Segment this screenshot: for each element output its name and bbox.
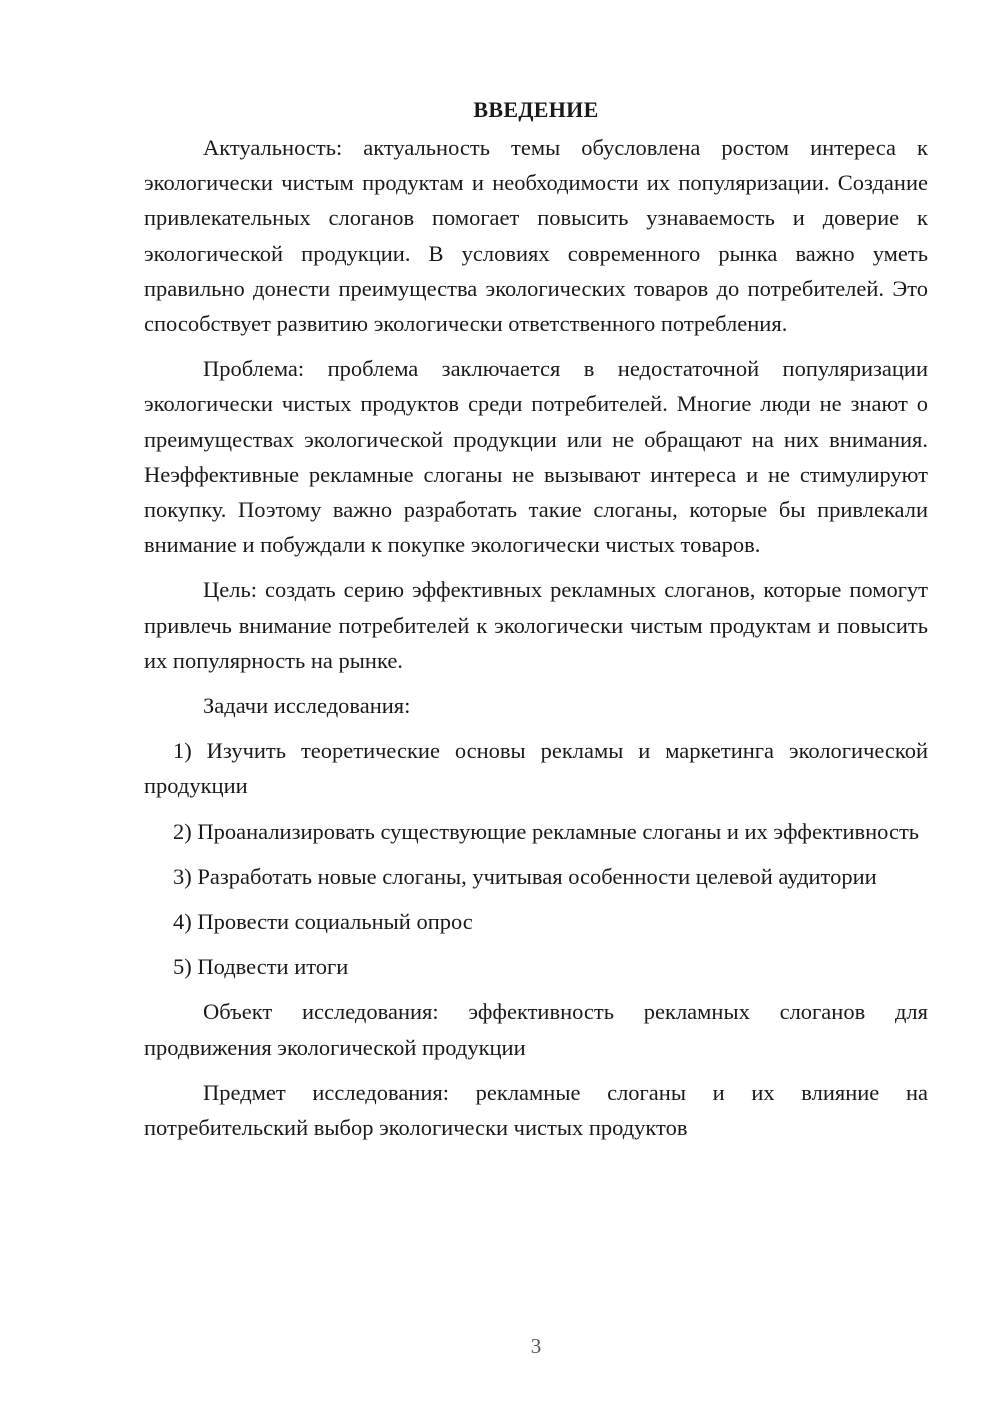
task-item-1: 1) Изучить теоретические основы рекламы и маркетинга экологической продукции	[144, 738, 928, 799]
task-item-5: 5) Подвести итоги	[173, 954, 349, 980]
task-item-2: 2) Проанализировать существующие рекламные слоганы и их эффективность	[173, 818, 920, 844]
paragraph-goal: Цель: создать серию эффективных рекламных слоганов, которые помогут привлечь внимание потребителей к экологически чистым продуктам и повысить их популярность на рынке.	[144, 577, 928, 673]
paragraph-problem: Проблема: проблема заключается в недостаточной популяризации экологически чистых продуктов среди потребителей. Многие люди не знают о преимуществах экологической продукции или не обращают на них внимания. Неэффективные рекламные слоганы не вызывают интереса и не стимулируют покупку. Поэтому важно разработать такие слоганы, которые бы привлекали внимание и побуждали к покупке экологически чистых товаров.	[144, 356, 928, 558]
task-item-4: 4) Провести социальный опрос	[173, 909, 473, 935]
task-item-3: 3) Разработать новые слоганы, учитывая особенности целевой аудитории	[173, 863, 877, 889]
paragraph-subject: Предмет исследования: рекламные слоганы и их влияние на потребительский выбор экологически чистых продуктов	[144, 1079, 928, 1141]
page-content	[144, 92, 928, 1155]
task-list	[144, 733, 928, 984]
section-title: ВВЕДЕНИЕ	[473, 97, 599, 122]
page-number: 3	[530, 1334, 542, 1358]
paragraph-relevance: Актуальность: актуальность темы обусловлена ростом интереса к экологически чистым продуктам и необходимости их популяризации. Создание привлекательных слоганов помогает повысить узнаваемость и доверие к экологической продукции. В условиях современного рынка важно уметь правильно донести преимущества экологических товаров до потребителей. Это способствует развитию экологически ответственного потребления.	[144, 135, 928, 337]
paragraph-tasks-heading: Задачи исследования:	[203, 693, 411, 719]
paragraph-object: Объект исследования: эффективность рекламных слоганов для продвижения экологической продукции	[144, 999, 928, 1060]
